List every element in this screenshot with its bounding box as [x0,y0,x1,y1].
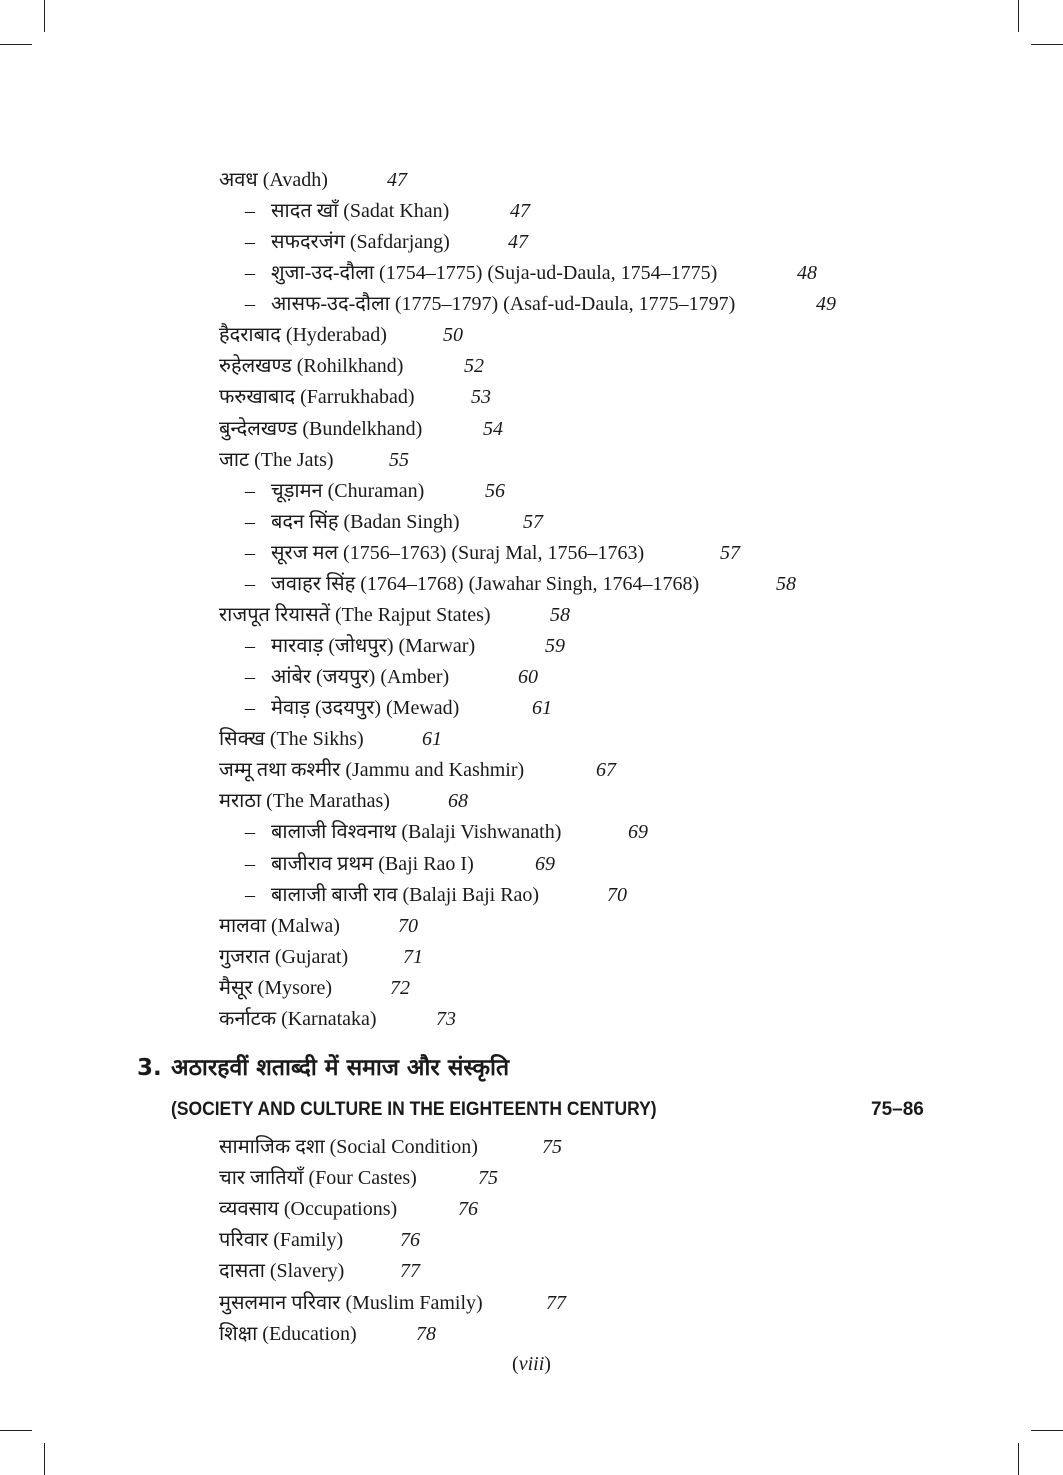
entry-dash: – [245,480,255,502]
entry-page-number: 47 [510,200,530,222]
entry-page-number: 71 [403,946,423,968]
toc-entry [219,1291,566,1315]
entry-page-number: 68 [448,790,468,812]
entry-page-number: 76 [400,1229,420,1251]
entry-page-number: 77 [546,1292,566,1314]
toc-entry [219,758,616,782]
entry-page-number: 75 [478,1167,498,1189]
entry-dash: – [245,821,255,843]
toc-entry [245,572,796,596]
toc-entry [245,541,740,565]
entry-title: सादत खाँ (Sadat Khan) [271,200,450,222]
entry-page-number: 47 [508,231,528,253]
entry-page-number: 49 [816,293,836,315]
toc-entry [245,665,538,689]
toc-entry [245,510,543,534]
entry-dash: – [245,542,255,564]
entry-dash: – [245,262,255,284]
entry-dash: – [245,853,255,875]
entry-dash: – [245,884,255,906]
entry-title: हैदराबाद (Hyderabad) [219,324,387,346]
toc-entry [219,1007,456,1031]
entry-dash: – [245,200,255,222]
entry-page-number: 60 [518,666,538,688]
entry-title: बाजीराव प्रथम (Baji Rao I) [271,853,474,875]
entry-title: परिवार (Family) [219,1229,344,1251]
entry-title: बालाजी विश्वनाथ (Balaji Vishwanath) [271,821,562,843]
chapter-number: 3. [137,1055,162,1081]
entry-dash: – [245,666,255,688]
toc-entry [219,603,570,627]
entry-page-number: 70 [398,915,418,937]
entry-page-number: 58 [550,604,570,626]
entry-title: सिक्ख (The Sikhs) [219,728,364,750]
toc-entry [219,1197,478,1221]
entry-page-number: 70 [607,884,627,906]
entry-page-number: 53 [471,386,491,408]
toc-entry [245,261,817,285]
entry-page-number: 48 [797,262,817,284]
toc-entry [219,385,491,409]
toc-entry [219,354,484,378]
chapter-heading [137,1053,509,1083]
entry-title: मराठा (The Marathas) [219,790,390,812]
entry-title: जवाहर सिंह (1764–1768) (Jawahar Singh, 1764–1768) [271,573,700,595]
entry-page-number: 78 [416,1323,436,1345]
entry-title: मारवाड़ (जोधपुर) (Marwar) [271,635,476,657]
entry-page-number: 69 [535,853,555,875]
entry-page-number: 69 [628,821,648,843]
toc-entry [219,1166,498,1190]
toc-entry [245,820,648,844]
entry-page-number: 67 [596,759,616,781]
toc-entry [245,479,505,503]
entry-title: सफदरजंग (Safdarjang) [271,231,450,253]
entry-page-number: 75 [542,1136,562,1158]
toc-entry [219,976,410,1000]
entry-page-number: 73 [436,1008,456,1030]
entry-dash: – [245,231,255,253]
entry-title: चार जातियाँ (Four Castes) [219,1167,417,1189]
entry-title: बुन्देलखण्ड (Bundelkhand) [219,418,423,440]
entry-title: मेवाड़ (उदयपुर) (Mewad) [271,697,460,719]
toc-entry [245,634,565,658]
toc-entry [219,945,423,969]
entry-title: अवध (Avadh) [219,169,328,191]
toc-entry [219,1259,420,1283]
toc-entry [219,1135,562,1159]
entry-page-number: 57 [720,542,740,564]
entry-page-number: 61 [422,728,442,750]
toc-entry [219,1228,420,1252]
toc-entry [219,727,442,751]
toc-entry [219,448,409,472]
toc-entry [245,852,555,876]
entry-title: व्यवसाय (Occupations) [219,1198,398,1220]
entry-title: शुजा-उद-दौला (1754–1775) (Suja-ud-Daula, 1754–1775) [271,262,718,284]
entry-title: जाट (The Jats) [219,449,334,471]
page-folio: (viii) [512,1353,551,1375]
entry-title: बदन सिंह (Badan Singh) [271,511,460,533]
toc-entry [219,168,407,192]
entry-title: गुजरात (Gujarat) [219,946,349,968]
toc-entry [219,323,463,347]
entry-page-number: 52 [464,355,484,377]
toc-entry [245,199,530,223]
entry-title: बालाजी बाजी राव (Balaji Baji Rao) [271,884,540,906]
entry-title: आसफ-उद-दौला (1775–1797) (Asaf-ud-Daula, 1775–1797) [271,293,736,315]
entry-dash: – [245,697,255,719]
entry-dash: – [245,293,255,315]
entry-page-number: 76 [458,1198,478,1220]
entry-page-number: 58 [776,573,796,595]
entry-dash: – [245,511,255,533]
entry-title: राजपूत रियासतें (The Rajput States) [219,604,491,626]
entry-title: आंबेर (जयपुर) (Amber) [271,666,450,688]
entry-dash: – [245,573,255,595]
folio-number: viii [518,1353,545,1375]
entry-title: सूरज मल (1756–1763) (Suraj Mal, 1756–1763) [271,542,645,564]
toc-entry [245,696,552,720]
toc-entry [219,789,468,813]
entry-page-number: 50 [443,324,463,346]
toc-entry [245,883,627,907]
entry-title: शिक्षा (Education) [219,1323,357,1345]
toc-entry [245,230,528,254]
entry-title: फरुखाबाद (Farrukhabad) [219,386,415,408]
entry-title: सामाजिक दशा (Social Condition) [219,1136,478,1158]
entry-page-number: 72 [390,977,410,999]
entry-page-number: 59 [545,635,565,657]
toc-entry [219,914,418,938]
entry-title: दासता (Slavery) [219,1260,345,1282]
entry-page-number: 54 [483,418,503,440]
entry-title: रुहेलखण्ड (Rohilkhand) [219,355,404,377]
entry-dash: – [245,635,255,657]
entry-title: मैसूर (Mysore) [219,977,333,999]
entry-title: मुसलमान परिवार (Muslim Family) [219,1292,483,1314]
chapter-title-hindi: अठारहवीं शताब्दी में समाज और संस्कृति [171,1055,510,1081]
entry-title: मालवा (Malwa) [219,915,340,937]
entry-title: चूड़ामन (Churaman) [271,480,425,502]
toc-entry [219,1322,436,1346]
toc-entry [219,417,503,441]
entry-page-number: 55 [389,449,409,471]
entry-title: कर्नाटक (Karnataka) [219,1008,377,1030]
toc-entry [245,292,836,316]
chapter-title-english: (SOCIETY AND CULTURE IN THE EIGHTEENTH CENTURY) [171,1099,657,1120]
entry-page-number: 61 [532,697,552,719]
chapter-page-range: 75–86 [871,1099,924,1120]
entry-page-number: 56 [485,480,505,502]
entry-title: जम्मू तथा कश्मीर (Jammu and Kashmir) [219,759,525,781]
entry-page-number: 77 [400,1260,420,1282]
entry-page-number: 47 [387,169,407,191]
entry-page-number: 57 [523,511,543,533]
